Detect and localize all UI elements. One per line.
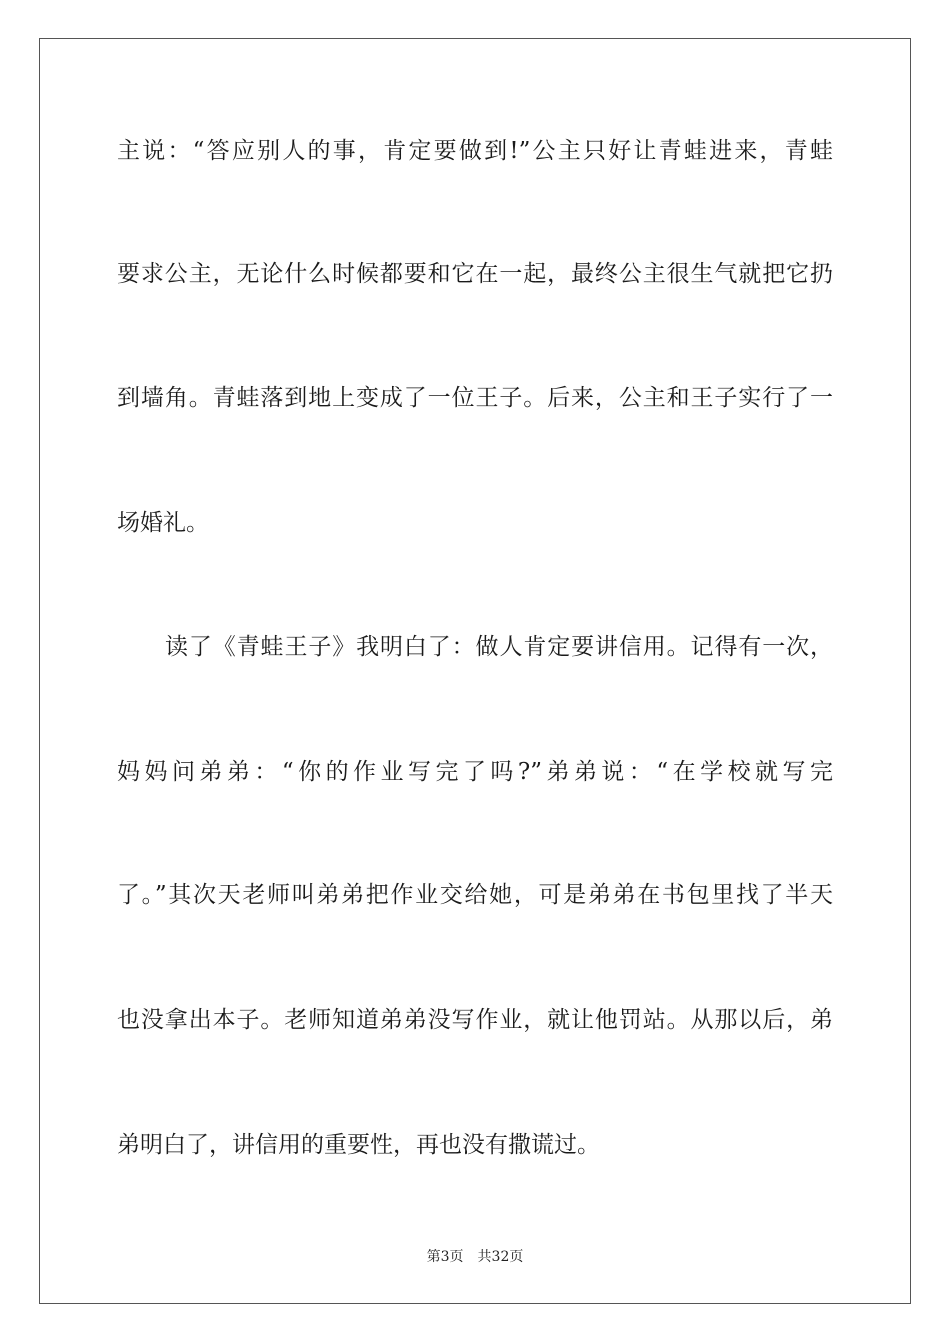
text-line-3: 到墙角。青蛙落到地上变成了一位王子。后来，公主和王子实行了一 [117,385,833,411]
page-total: 共32页 [477,1249,524,1265]
text-line-7: 了。”其次天老师叫弟弟把作业交给她，可是弟弟在书包里找了半天 [117,882,833,908]
text-line-6: 妈妈问弟弟：“你的作业写完了吗?”弟弟说：“在学校就写完 [117,759,833,785]
text-line-1: 主说：“答应别人的事，肯定要做到!”公主只好让青蛙进来，青蛙 [117,138,833,164]
paragraph-start-line: 读了《青蛙王子》我明白了：做人肯定要讲信用。记得有一次， [165,634,833,660]
page-footer [0,1248,950,1266]
text-line-8: 也没拿出本子。老师知道弟弟没写作业，就让他罚站。从那以后，弟 [117,1007,833,1033]
text-line-9: 弟明白了，讲信用的重要性，再也没有撒谎过。 [117,1132,600,1158]
page-border [39,38,911,1304]
text-line-4: 场婚礼。 [117,510,209,536]
text-line-2: 要求公主，无论什么时候都要和它在一起，最终公主很生气就把它扔 [117,261,833,287]
page-number: 第3页 [426,1249,464,1265]
